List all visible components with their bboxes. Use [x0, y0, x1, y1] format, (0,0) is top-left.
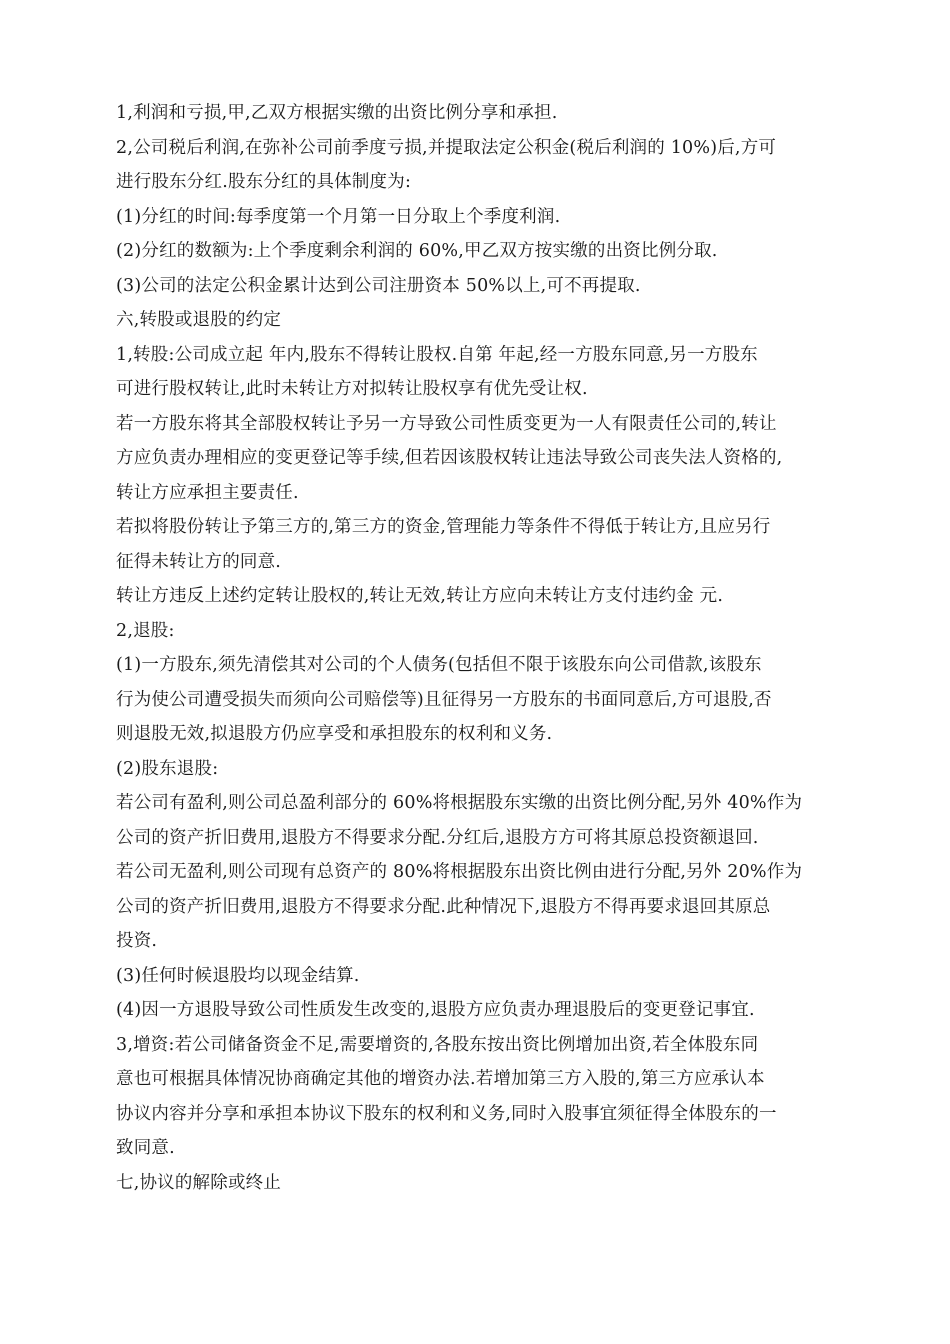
- text-line: 则退股无效,拟退股方仍应享受和承担股东的权利和义务.: [116, 724, 553, 744]
- text-line: 转让方应承担主要责任.: [116, 482, 299, 503]
- text-line: 若一方股东将其全部股权转让予另一方导致公司性质变更为一人有限责任公司的,转让: [116, 413, 777, 434]
- text-line: 协议内容并分享和承担本协议下股东的权利和义务,同时入股事宜须征得全体股东的一: [116, 1103, 777, 1124]
- section-heading: 七,协议的解除或终止: [116, 1172, 282, 1193]
- text-line: 进行股东分红.股东分红的具体制度为:: [116, 172, 412, 192]
- text-line: 公司的资产折旧费用,退股方不得要求分配.分红后,退股方方可将其原总投资额退回.: [116, 827, 759, 848]
- text-line: 意也可根据具体情况协商确定其他的增资办法.若增加第三方入股的,第三方应承认本: [116, 1069, 765, 1089]
- text-line: 2,退股:: [116, 620, 175, 641]
- text-line: 3,增资:若公司储备资金不足,需要增资的,各股东按出资比例增加出资,若全体股东同: [116, 1034, 759, 1055]
- text-line: (1)分红的时间:每季度第一个月第一日分取上个季度利润.: [116, 206, 561, 227]
- text-line: 致同意.: [116, 1138, 175, 1158]
- text-line: (2)股东退股:: [116, 758, 219, 779]
- document-page: [116, 96, 836, 1200]
- text-line: 可进行股权转让,此时未转让方对拟转让股权享有优先受让权.: [116, 379, 588, 399]
- text-line: 转让方违反上述约定转让股权的,转让无效,转让方应向未转让方支付违约金 元.: [116, 586, 724, 606]
- text-line: 2,公司税后利润,在弥补公司前季度亏损,并提取法定公积金(税后利润的 10%)后,方可: [116, 137, 777, 158]
- text-line: 投资.: [116, 931, 158, 951]
- section-heading: 六,转股或退股的约定: [116, 310, 282, 330]
- text-line: (3)公司的法定公积金累计达到公司注册资本 50%以上,可不再提取.: [116, 275, 641, 296]
- text-line: 征得未转让方的同意.: [116, 551, 282, 572]
- text-line: 公司的资产折旧费用,退股方不得要求分配.此种情况下,退股方不得再要求退回其原总: [116, 896, 771, 917]
- text-line: (2)分红的数额为:上个季度剩余利润的 60%,甲乙双方按实缴的出资比例分取.: [116, 241, 718, 261]
- text-line: 若拟将股份转让予第三方的,第三方的资金,管理能力等条件不得低于转让方,且应另行: [116, 517, 771, 537]
- text-line: 1,利润和亏损,甲,乙双方根据实缴的出资比例分享和承担.: [116, 103, 558, 123]
- text-line: (1)一方股东,须先清偿其对公司的个人债务(包括但不限于该股东向公司借款,该股东: [116, 655, 762, 675]
- text-line: 行为使公司遭受损失而须向公司赔偿等)且征得另一方股东的书面同意后,方可退股,否: [116, 689, 772, 710]
- text-line: (3)任何时候退股均以现金结算.: [116, 965, 360, 986]
- text-line: 方应负责办理相应的变更登记等手续,但若因该股权转让违法导致公司丧失法人资格的,: [116, 448, 783, 468]
- text-line: 若公司有盈利,则公司总盈利部分的 60%将根据股东实缴的出资比例分配,另外 40%作为: [116, 793, 803, 813]
- text-line: (4)因一方退股导致公司性质发生改变的,退股方应负责办理退股后的变更登记事宜.: [116, 1000, 755, 1020]
- text-line: 1,转股:公司成立起 年内,股东不得转让股权.自第 年起,经一方股东同意,另一方股东: [116, 344, 758, 365]
- text-line: 若公司无盈利,则公司现有总资产的 80%将根据股东出资比例由进行分配,另外 20%作为: [116, 862, 803, 882]
